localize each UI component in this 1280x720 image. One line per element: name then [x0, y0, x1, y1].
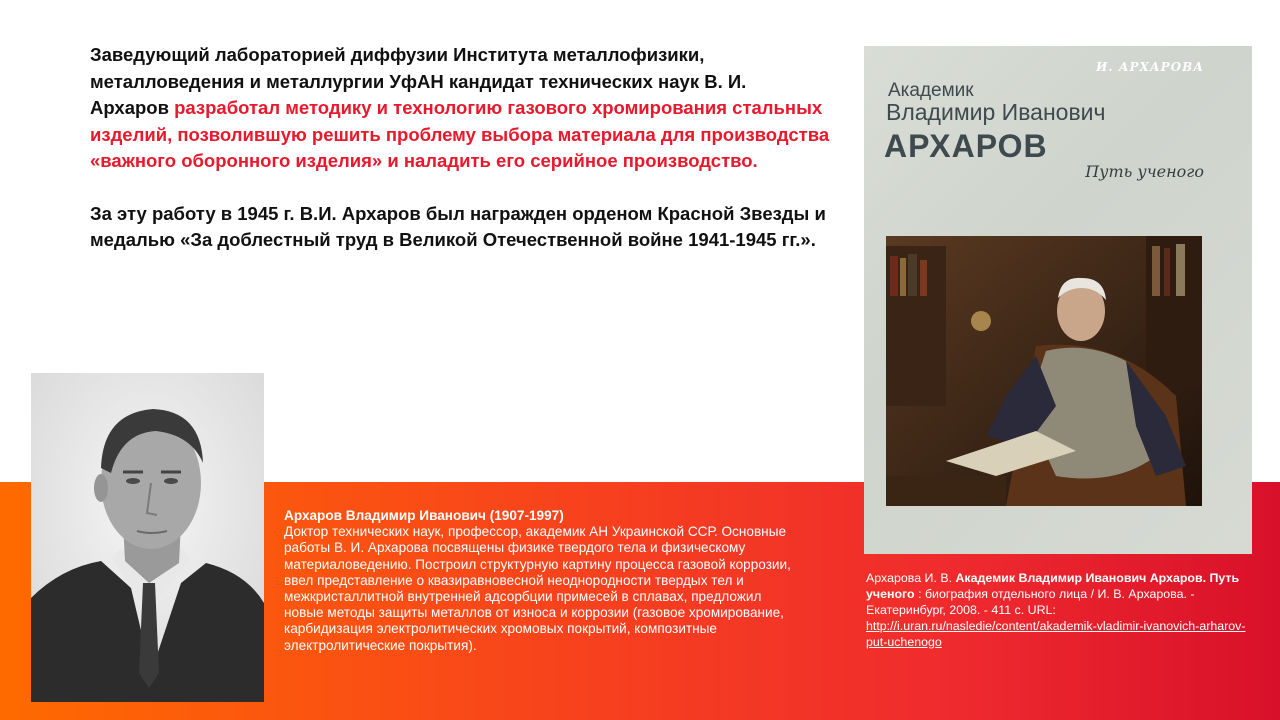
bio-title: Архаров Владимир Иванович (1907-1997) — [284, 508, 564, 523]
book-cover-subtitle: Путь ученого — [1085, 162, 1204, 181]
portrait-illustration — [31, 373, 264, 702]
book-cover-author: И. АРХАРОВА — [1096, 60, 1204, 74]
book-cover — [864, 46, 1252, 554]
book-cover-line3: АРХАРОВ — [884, 128, 1048, 164]
main-paragraph-1-highlight: разработал методику и технологию газового хромирования стальных изделий, позволившую решить проблему выбора материала для производства «важного оборонного изделия» и наладить его серийное производство. — [90, 97, 830, 171]
book-cover-line2: Владимир Иванович — [886, 99, 1106, 125]
main-text-block — [90, 42, 830, 254]
main-paragraph-1 — [90, 42, 830, 175]
bio-text: Доктор технических наук, профессор, академик АН Украинской ССР. Основные работы В. И. Архарова посвящены физике твердого тела и физическому материаловедению. Построил структурную картину процесса газовой коррозии, ввел представление о квазиравновесной неоднородности твердых тел и межкристаллитной внутренней адсорбции примесей в сплавах, предложил новые методы защиты металлов от износа и коррозии (газовое хромирование, карбидизация электролитических хромовых покрытий, композитные электролитические покрытия). — [284, 524, 791, 653]
book-cover-painting — [886, 236, 1202, 506]
bio-block — [284, 508, 804, 654]
citation-author: Архарова И. В. — [866, 571, 953, 585]
citation-title: Академик Владимир Иванович Архаров. Путь ученого — [866, 571, 1240, 601]
painting-illustration — [886, 236, 1202, 506]
book-cover-line1: Академик — [888, 80, 974, 101]
main-paragraph-2: За эту работу в 1945 г. В.И. Архаров был награжден орденом Красной Звезды и медалью «За доблестный труд в Великой Отечественной войне 1941-1945 гг.». — [90, 202, 826, 250]
citation-url-link[interactable]: http://i.uran.ru/nasledie/content/akademik-vladimir-ivanovich-arharov-put-uchenogo — [866, 619, 1246, 649]
portrait-photo — [31, 373, 264, 702]
book-citation — [866, 570, 1258, 650]
citation-details: : биография отдельного лица / И. В. Архарова. - Екатеринбург, 2008. - 411 с. URL: — [866, 587, 1195, 617]
main-paragraph-1-black: Заведующий лабораторией диффузии Института металлофизики, металловедения и металлургии УфАН кандидат технических наук В. И. Архаров — [90, 44, 747, 118]
